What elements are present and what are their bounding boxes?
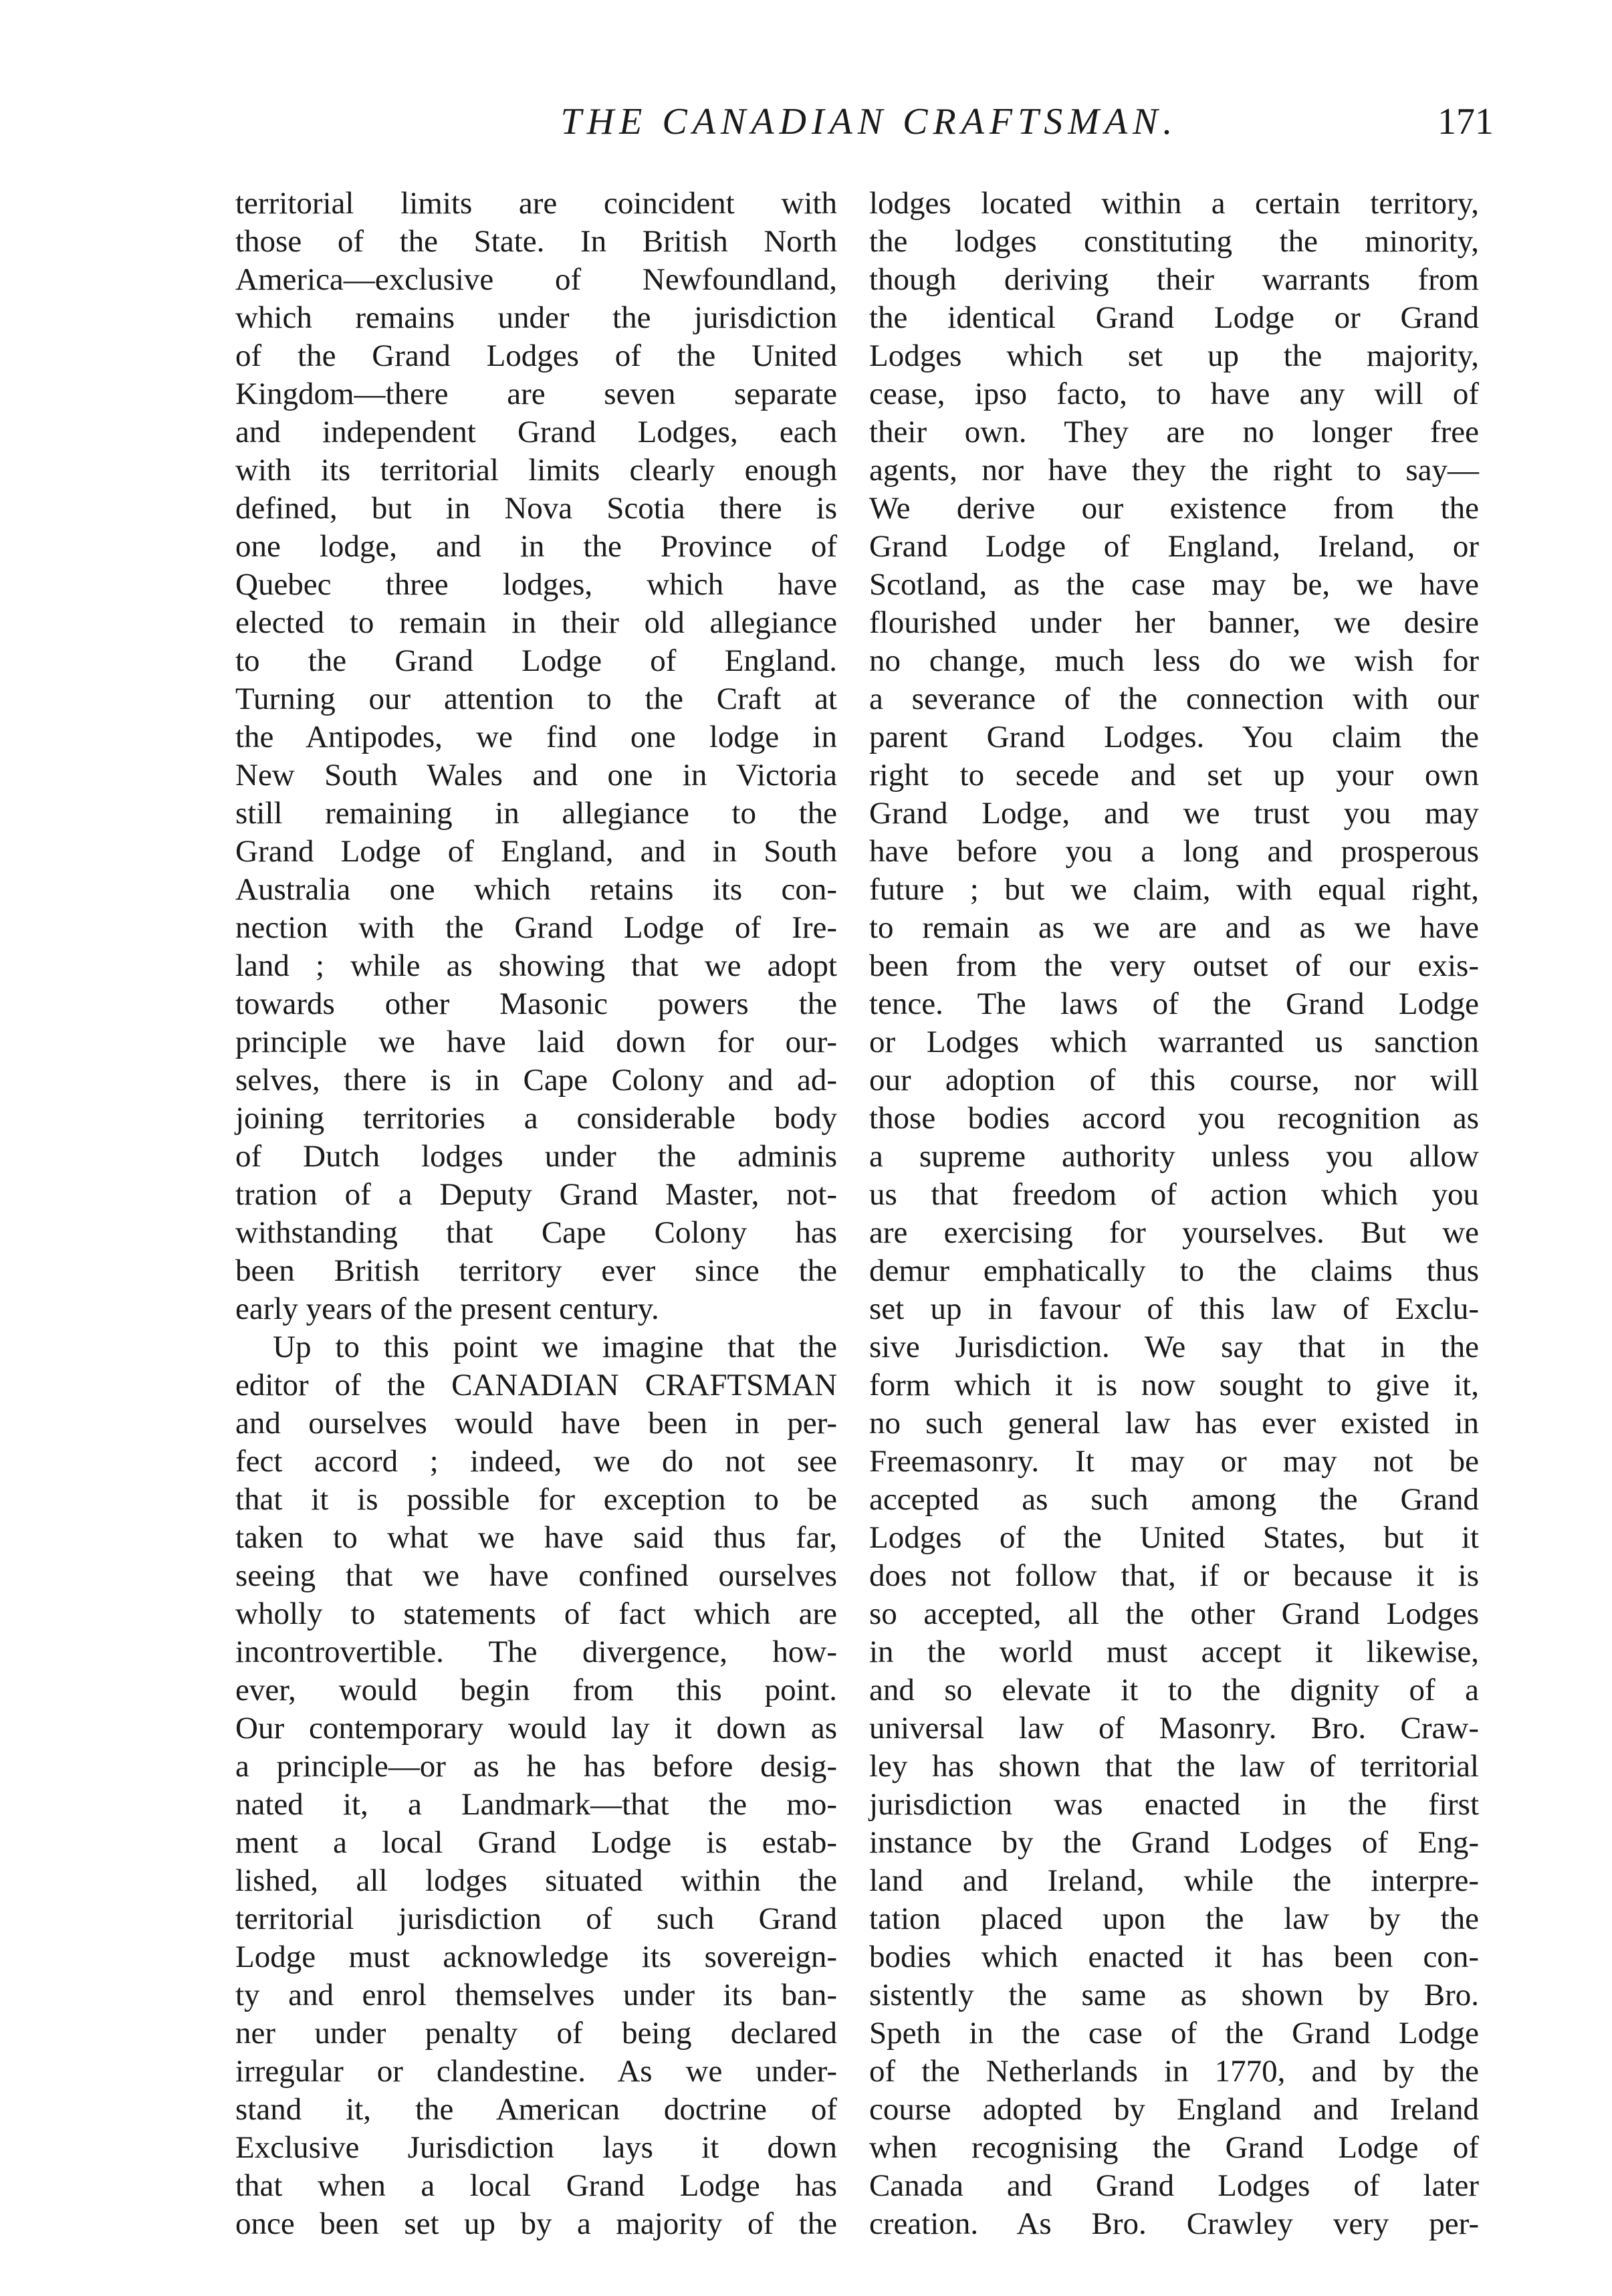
text-line: ner under penalty of being declared <box>235 2016 837 2051</box>
text-line: lodges located within a certain territory, <box>869 186 1479 221</box>
text-line: Our contemporary would lay it down as <box>235 1711 837 1746</box>
text-line: demur emphatically to the claims thus <box>869 1253 1479 1288</box>
text-line: Lodges which set up the majority, <box>869 338 1479 373</box>
text-line: Quebec three lodges, which have <box>235 567 837 602</box>
text-line: Kingdom—there are seven separate <box>235 377 837 411</box>
text-line: though deriving their warrants from <box>869 262 1479 297</box>
text-line: of the Grand Lodges of the United <box>235 338 837 373</box>
text-line: tration of a Deputy Grand Master, not- <box>235 1177 837 1212</box>
text-line: flourished under her banner, we desire <box>869 605 1479 640</box>
text-line: Australia one which retains its con- <box>235 872 837 907</box>
text-line: tation placed upon the law by the <box>869 1901 1479 1936</box>
text-line: that when a local Grand Lodge has <box>235 2168 837 2203</box>
text-line: those bodies accord you recognition as <box>869 1101 1479 1136</box>
text-line: does not follow that, if or because it is <box>869 1558 1479 1593</box>
text-line: so accepted, all the other Grand Lodges <box>869 1596 1479 1631</box>
text-line: a principle—or as he has before desig- <box>235 1749 837 1784</box>
text-line: those of the State. In British North <box>235 224 837 259</box>
text-line: incontrovertible. The divergence, how- <box>235 1635 837 1669</box>
text-line: and ourselves would have been in per- <box>235 1406 837 1441</box>
text-line: to the Grand Lodge of England. <box>235 643 837 678</box>
text-line: us that freedom of action which you <box>869 1177 1479 1212</box>
text-line: once been set up by a majority of the <box>235 2206 837 2241</box>
text-line: elected to remain in their old allegiance <box>235 605 837 640</box>
text-line: cease, ipso facto, to have any will of <box>869 377 1479 411</box>
text-line: editor of the CANADIAN CRAFTSMAN <box>235 1368 837 1402</box>
text-line: form which it is now sought to give it, <box>869 1368 1479 1402</box>
text-line: taken to what we have said thus far, <box>235 1520 837 1555</box>
text-line: territorial limits are coincident with <box>235 186 837 221</box>
text-line: principle we have laid down for our- <box>235 1025 837 1059</box>
text-line: of Dutch lodges under the adminis <box>235 1139 837 1174</box>
text-line: sive Jurisdiction. We say that in the <box>869 1330 1479 1364</box>
text-line: Grand Lodge of England, Ireland, or <box>869 529 1479 564</box>
text-line: withstanding that Cape Colony has <box>235 1215 837 1250</box>
text-line: Lodge must acknowledge its sovereign- <box>235 1940 837 1974</box>
text-line: tence. The laws of the Grand Lodge <box>869 986 1479 1021</box>
text-line: Grand Lodge, and we trust you may <box>869 796 1479 831</box>
text-line: Up to this point we imagine that the <box>273 1330 837 1364</box>
text-line: set up in favour of this law of Exclu- <box>869 1291 1479 1326</box>
right-column <box>869 185 1479 2243</box>
text-line: one lodge, and in the Province of <box>235 529 837 564</box>
text-line: parent Grand Lodges. You claim the <box>869 720 1479 754</box>
running-title: THE CANADIAN CRAFTSMAN. <box>560 101 1178 142</box>
text-line: right to secede and set up your own <box>869 758 1479 793</box>
text-line: joining territories a considerable body <box>235 1101 837 1136</box>
text-line: course adopted by England and Ireland <box>869 2092 1479 2127</box>
text-line: bodies which enacted it has been con- <box>869 1940 1479 1974</box>
text-line: future ; but we claim, with equal right, <box>869 872 1479 907</box>
left-column <box>235 185 837 2243</box>
text-line: with its territorial limits clearly enough <box>235 453 837 488</box>
text-line: lished, all lodges situated within the <box>235 1863 837 1898</box>
text-line: are exercising for yourselves. But we <box>869 1215 1479 1250</box>
text-line: Freemasonry. It may or may not be <box>869 1444 1479 1479</box>
text-line: ley has shown that the law of territorial <box>869 1749 1479 1784</box>
text-line: New South Wales and one in Victoria <box>235 758 837 793</box>
text-line: fect accord ; indeed, we do not see <box>235 1444 837 1479</box>
text-line: ever, would begin from this point. <box>235 1673 837 1707</box>
text-line: the identical Grand Lodge or Grand <box>869 300 1479 335</box>
text-line: that it is possible for exception to be <box>235 1482 837 1517</box>
text-line: in the world must accept it likewise, <box>869 1635 1479 1669</box>
text-line: of the Netherlands in 1770, and by the <box>869 2054 1479 2089</box>
text-line: Scotland, as the case may be, we have <box>869 567 1479 602</box>
text-line: sistently the same as shown by Bro. <box>869 1978 1479 2012</box>
text-line: or Lodges which warranted us sanction <box>869 1025 1479 1059</box>
text-line: selves, there is in Cape Colony and ad- <box>235 1063 837 1098</box>
text-line: We derive our existence from the <box>869 491 1479 526</box>
text-line: still remaining in allegiance to the <box>235 796 837 831</box>
text-line: territorial jurisdiction of such Grand <box>235 1901 837 1936</box>
text-line: ty and enrol themselves under its ban- <box>235 1978 837 2012</box>
text-line: instance by the Grand Lodges of Eng- <box>869 1825 1479 1860</box>
text-line: have before you a long and prosperous <box>869 834 1479 869</box>
text-line: when recognising the Grand Lodge of <box>869 2130 1479 2165</box>
text-line: which remains under the jurisdiction <box>235 300 837 335</box>
text-line: towards other Masonic powers the <box>235 986 837 1021</box>
text-line: agents, nor have they the right to say— <box>869 453 1479 488</box>
text-line: stand it, the American doctrine of <box>235 2092 837 2127</box>
text-line: land ; while as showing that we adopt <box>235 948 837 983</box>
text-line: defined, but in Nova Scotia there is <box>235 491 837 526</box>
text-line: jurisdiction was enacted in the first <box>869 1787 1479 1822</box>
text-line: the Antipodes, we find one lodge in <box>235 720 837 754</box>
text-line: wholly to statements of fact which are <box>235 1596 837 1631</box>
text-line: and so elevate it to the dignity of a <box>869 1673 1479 1707</box>
text-line: creation. As Bro. Crawley very per- <box>869 2206 1479 2241</box>
text-line: Exclusive Jurisdiction lays it down <box>235 2130 837 2165</box>
text-line: and independent Grand Lodges, each <box>235 415 837 449</box>
page-number: 171 <box>1437 101 1494 142</box>
text-line: been British territory ever since the <box>235 1253 837 1288</box>
text-line: Grand Lodge of England, and in South <box>235 834 837 869</box>
text-line: irregular or clandestine. As we under- <box>235 2054 837 2089</box>
text-line: no such general law has ever existed in <box>869 1406 1479 1441</box>
text-line: Lodges of the United States, but it <box>869 1520 1479 1555</box>
text-line: to remain as we are and as we have <box>869 910 1479 945</box>
text-line: universal law of Masonry. Bro. Craw- <box>869 1711 1479 1746</box>
text-line: land and Ireland, while the interpre- <box>869 1863 1479 1898</box>
text-line: nated it, a Landmark—that the mo- <box>235 1787 837 1822</box>
text-line: Speth in the case of the Grand Lodge <box>869 2016 1479 2051</box>
text-line: our adoption of this course, nor will <box>869 1063 1479 1098</box>
text-line: a severance of the connection with our <box>869 682 1479 716</box>
text-line: accepted as such among the Grand <box>869 1482 1479 1517</box>
text-line: seeing that we have confined ourselves <box>235 1558 837 1593</box>
text-line: ment a local Grand Lodge is estab- <box>235 1825 837 1860</box>
text-line: been from the very outset of our exis- <box>869 948 1479 983</box>
text-line: Canada and Grand Lodges of later <box>869 2168 1479 2203</box>
text-line: America—exclusive of Newfoundland, <box>235 262 837 297</box>
text-line: a supreme authority unless you allow <box>869 1139 1479 1174</box>
text-line: nection with the Grand Lodge of Ire- <box>235 910 837 945</box>
text-line: their own. They are no longer free <box>869 415 1479 449</box>
text-line: early years of the present century. <box>235 1291 659 1326</box>
text-line: the lodges constituting the minority, <box>869 224 1479 259</box>
text-line: Turning our attention to the Craft at <box>235 682 837 716</box>
text-line: no change, much less do we wish for <box>869 643 1479 678</box>
